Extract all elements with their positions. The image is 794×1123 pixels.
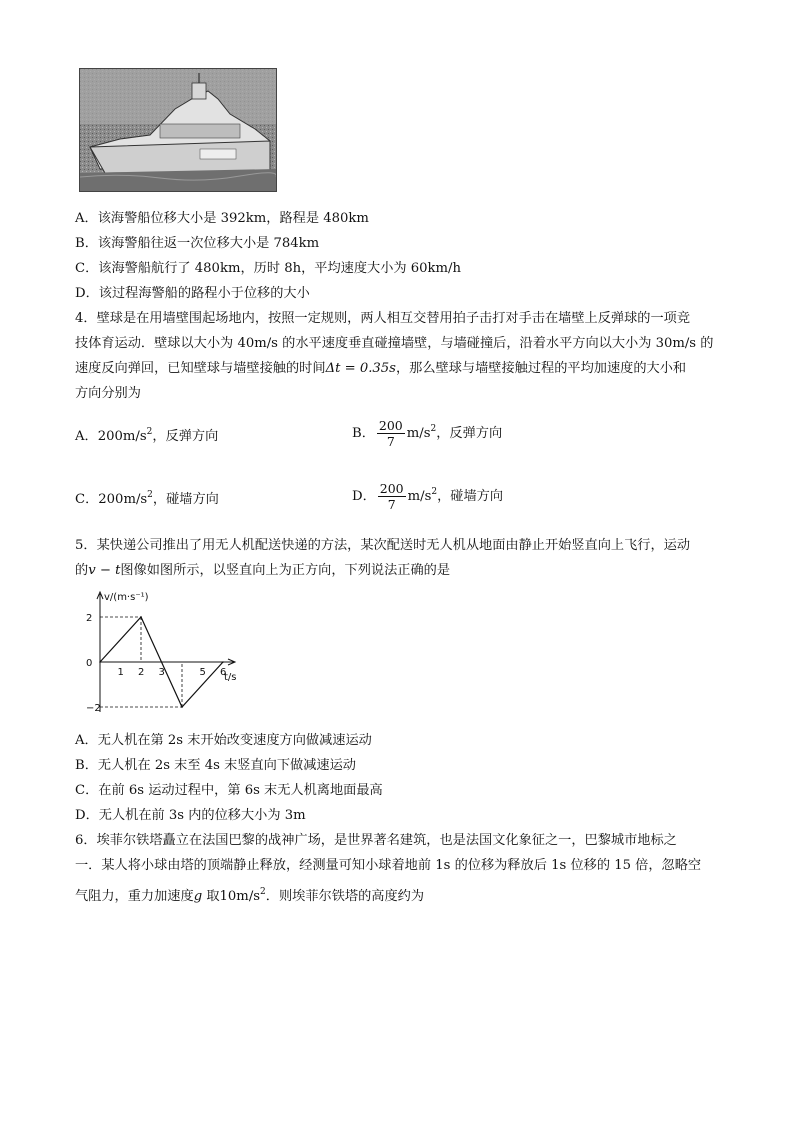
q4-d-num: 200 (379, 481, 404, 496)
q5-option-c: C．在前 6s 运动过程中，第 6s 末无人机离地面最高 (75, 783, 383, 798)
q6-stem-line1: 6．埃菲尔铁塔矗立在法国巴黎的战神广场，是世界著名建筑，也是法国文化象征之一，巴黎城市地标之 (75, 833, 677, 848)
q6-g: g (193, 889, 203, 904)
q5-stem-line2 (75, 562, 450, 580)
q5-vt: v − t (88, 563, 121, 578)
y-tick-label: −2 (86, 703, 101, 714)
q4-line3-post: ，那么壁球与墙壁接触过程的平均加速度的大小和 (395, 361, 687, 376)
q6-line3-post: ．则埃菲尔铁塔的高度约为 (265, 889, 425, 904)
q6-stem-line3 (75, 888, 424, 906)
q4-a-dir: ，反弹方向 (152, 429, 219, 444)
q4-a-value: 200m/s (97, 429, 147, 444)
series-point (222, 661, 224, 663)
q4-d-unit: m/s (407, 489, 432, 504)
q4-a-label: A． (75, 429, 98, 444)
x-tick-label: 2 (138, 667, 145, 678)
q4-d-dir: ，碰墙方向 (437, 489, 504, 504)
q6-line3-mid: 取 (206, 889, 220, 904)
q3-option-c: C．该海警船航行了 480km，历时 8h，平均速度大小为 60km/h (75, 261, 461, 276)
y-tick-label: 2 (86, 613, 93, 624)
q4-d-label: D． (352, 489, 376, 504)
x-tick-label: 3 (158, 667, 165, 678)
x-axis-label: t/s (224, 672, 237, 683)
q4-stem-line1: 4．壁球是在用墙壁围起场地内，按照一定规则，两人相互交替用拍子击打对手击在墙壁上反弹球的一项竞 (75, 311, 691, 326)
q4-b-dir: ，反弹方向 (436, 426, 503, 441)
q6-line3-pre: 气阻力，重力加速度 (75, 889, 194, 904)
q4-d-den: 7 (387, 497, 396, 512)
series-point (181, 706, 183, 708)
q3-option-b: B．该海警船往返一次位移大小是 784km (75, 236, 320, 251)
q5-stem-line1: 5．某快递公司推出了用无人机配送快递的方法，某次配送时无人机从地面由静止开始竖直向上飞行，运动 (75, 538, 691, 553)
y-axis-label: v/(m·s⁻¹) (104, 592, 149, 603)
q4-c-value: 200m/s (98, 492, 148, 507)
q4-b-label: B． (352, 426, 375, 441)
q4-c-sup: 2 (147, 490, 153, 500)
q5-line2-post: 图像如图所示，以竖直向上为正方向，下列说法正确的是 (120, 563, 451, 578)
q5-option-d: D．无人机在前 3s 内的位移大小为 3m (75, 808, 306, 823)
q5-line2-pre: 的 (75, 563, 89, 578)
q4-option-d (352, 481, 503, 512)
ship-image (80, 69, 276, 191)
q4-b-sup: 2 (430, 424, 437, 434)
q4-c-dir: ，碰墙方向 (152, 492, 219, 507)
q5-option-b: B．无人机在 2s 末至 4s 末竖直向下做减速运动 (75, 758, 356, 773)
chart-tick-labels (86, 613, 226, 714)
q6-sup: 2 (260, 887, 266, 897)
q4-d-sup: 2 (431, 487, 438, 497)
q4-stem-line2: 技体育运动．壁球以大小为 40m/s 的水平速度垂直碰撞墙壁，与墙碰撞后，沿着水平方向以大小为 30m/s 的 (75, 336, 714, 351)
q6-g-value: 10m/s (219, 889, 261, 904)
x-tick-label: 6 (220, 667, 227, 678)
q4-b-num: 200 (378, 418, 403, 433)
q3-option-d: D．该过程海警船的路程小于位移的大小 (75, 286, 310, 301)
q4-b-den: 7 (386, 434, 395, 449)
q4-b-fraction (377, 418, 405, 449)
y-tick-label: 0 (86, 658, 93, 669)
q4-a-sup: 2 (146, 427, 153, 437)
q4-c-label: C． (75, 492, 99, 507)
q5-option-a: A．无人机在第 2s 末开始改变速度方向做减速运动 (75, 733, 372, 748)
series-point (99, 661, 101, 663)
q4-stem-line4: 方向分别为 (75, 386, 141, 401)
x-tick-label: 1 (117, 667, 124, 678)
vt-chart (84, 588, 254, 718)
q4-line3-pre: 速度反向弹回，已知壁球与墙壁接触的时间 (75, 361, 326, 376)
series-point (140, 616, 142, 618)
q4-option-b (352, 418, 502, 449)
q4-option-c (75, 491, 219, 509)
q4-delta-t: Δt = 0.35s (325, 361, 396, 376)
q4-d-fraction (378, 481, 406, 512)
coast-guard-ship-photo (79, 68, 277, 192)
q6-stem-line2: 一．某人将小球由塔的顶端静止释放，经测量可知小球着地前 1s 的位移为释放后 1s 位移的 15 倍，忽略空 (75, 858, 702, 873)
x-tick-label: 5 (199, 667, 206, 678)
q3-option-a: A．该海警船位移大小是 392km，路程是 480km (75, 211, 369, 226)
q4-option-a (75, 428, 218, 446)
q4-b-unit: m/s (406, 426, 431, 441)
q4-stem-line3 (75, 360, 686, 378)
